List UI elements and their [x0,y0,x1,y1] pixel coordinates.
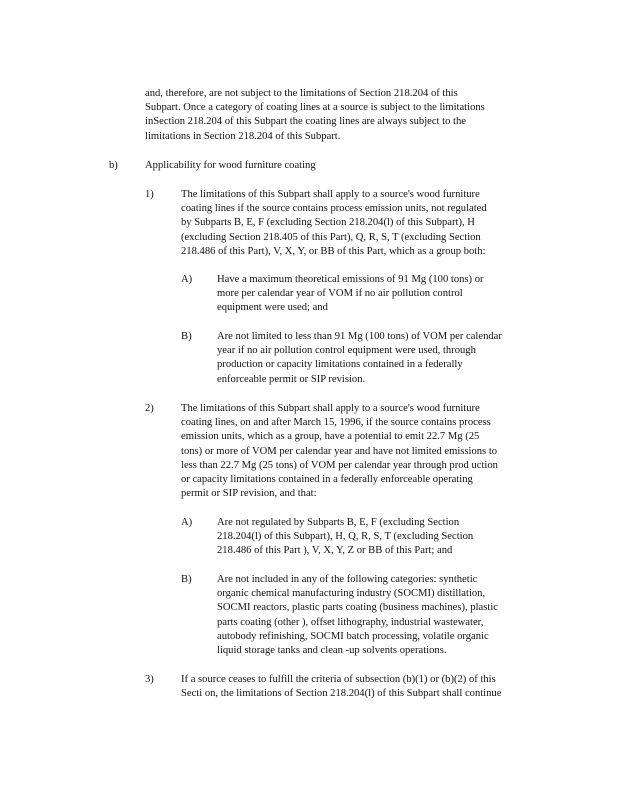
item-1b-paragraph [217,330,537,387]
text-line: If a source ceases to fulfill the criteria of subsection (b)(1) or (b)(2) of this [181,674,496,685]
section-b-label: b) [109,160,118,171]
text-line: Are not regulated by Subparts B, E, F (excluding Section [217,517,460,528]
text-line: The limitations of this Subpart shall apply to a source's wood furniture [181,189,480,200]
text-line: or capacity limitations contained in a federally enforceable operating [181,474,473,486]
text-line: inSection 218.204 of this Subpart the coating lines are always subject to the [145,116,466,128]
text-line: permit or SIP revision, and that: [181,488,317,500]
intro-paragraph [145,87,529,144]
text-line: The limitations of this Subpart shall apply to a source's wood furniture [181,403,480,414]
text-line: Subpart. Once a category of coating lines at a source is subject to the limitations [145,102,485,114]
item-2-label: 2) [145,403,154,414]
text-line: year if no air pollution control equipment were used, through [217,345,476,357]
text-line: liquid storage tanks and clean -up solvents operations. [217,645,447,657]
item-1-paragraph [181,188,535,259]
text-line: 218.486 of this Part), V, X, Y, or BB of this Part, which as a group both: [181,245,486,257]
item-2b-label: B) [181,574,192,585]
text-line: autobody refinishing, SOCMI batch processing, volatile organic [217,630,489,642]
text-line: organic chemical manufacturing industry (SOCMI) distillation, [217,588,486,600]
item-1-label: 1) [145,189,154,200]
item-2a-label: A) [181,517,193,528]
text-line: Have a maximum theoretical emissions of 91 Mg (100 tons) or [217,274,484,285]
item-2-paragraph [181,402,541,501]
item-1b-label: B) [181,331,192,342]
text-line: 218.486 of this Part ), V, X, Y, Z or BB of this Part; and [217,545,453,557]
text-line: limitations in Section 218.204 of this Subpart. [145,130,341,142]
text-line: by Subparts B, E, F (excluding Section 218.204(l) of this Subpart), H [181,217,475,229]
text-line: parts coating (other ), offset lithography, industrial wastewater, [217,616,484,628]
item-2a-paragraph [217,516,507,559]
section-b-heading: Applicability for wood furniture coating [145,160,316,171]
item-3-label: 3) [145,674,154,685]
text-line: emission units, which as a group, have a potential to emit 22.7 Mg (25 [181,431,480,443]
text-line: SOCMI reactors, plastic parts coating (business machines), plastic [217,602,498,614]
text-line: production or capacity limitations contained in a federally [217,359,463,371]
item-1a-paragraph [217,273,521,316]
text-line: less than 22.7 Mg (25 tons) of VOM per calendar year through prod uction [181,459,498,471]
text-line: enforceable permit or SIP revision. [217,373,366,385]
text-line: tons) or more of VOM per calendar year and have not limited emissions to [181,445,498,457]
text-line: Secti on, the limitations of Section 218.204(l) of this Subpart shall continue [181,688,502,700]
text-line: coating lines if the source contains process emission units, not regulated [181,203,487,215]
text-line: and, therefore, are not subject to the limitations of Section 218.204 of this [145,88,458,99]
text-line: 218.204(l) of this Subpart), H, Q, R, S, T (excluding Section [217,531,474,543]
item-3-paragraph [181,673,539,701]
text-line: more per calendar year of VOM if no air pollution control [217,288,463,300]
text-line: Are not limited to less than 91 Mg (100 tons) of VOM per calendar [217,331,502,342]
item-1a-label: A) [181,274,193,285]
text-line: (excluding Section 218.405 of this Part), Q, R, S, T (excluding Section [181,231,481,243]
text-line: equipment were used; and [217,302,328,314]
text-line: Are not included in any of the following categories: synthetic [217,574,478,585]
text-line: coating lines, on and after March 15, 1996, if the source contains process [181,417,491,429]
item-2b-paragraph [217,573,535,658]
